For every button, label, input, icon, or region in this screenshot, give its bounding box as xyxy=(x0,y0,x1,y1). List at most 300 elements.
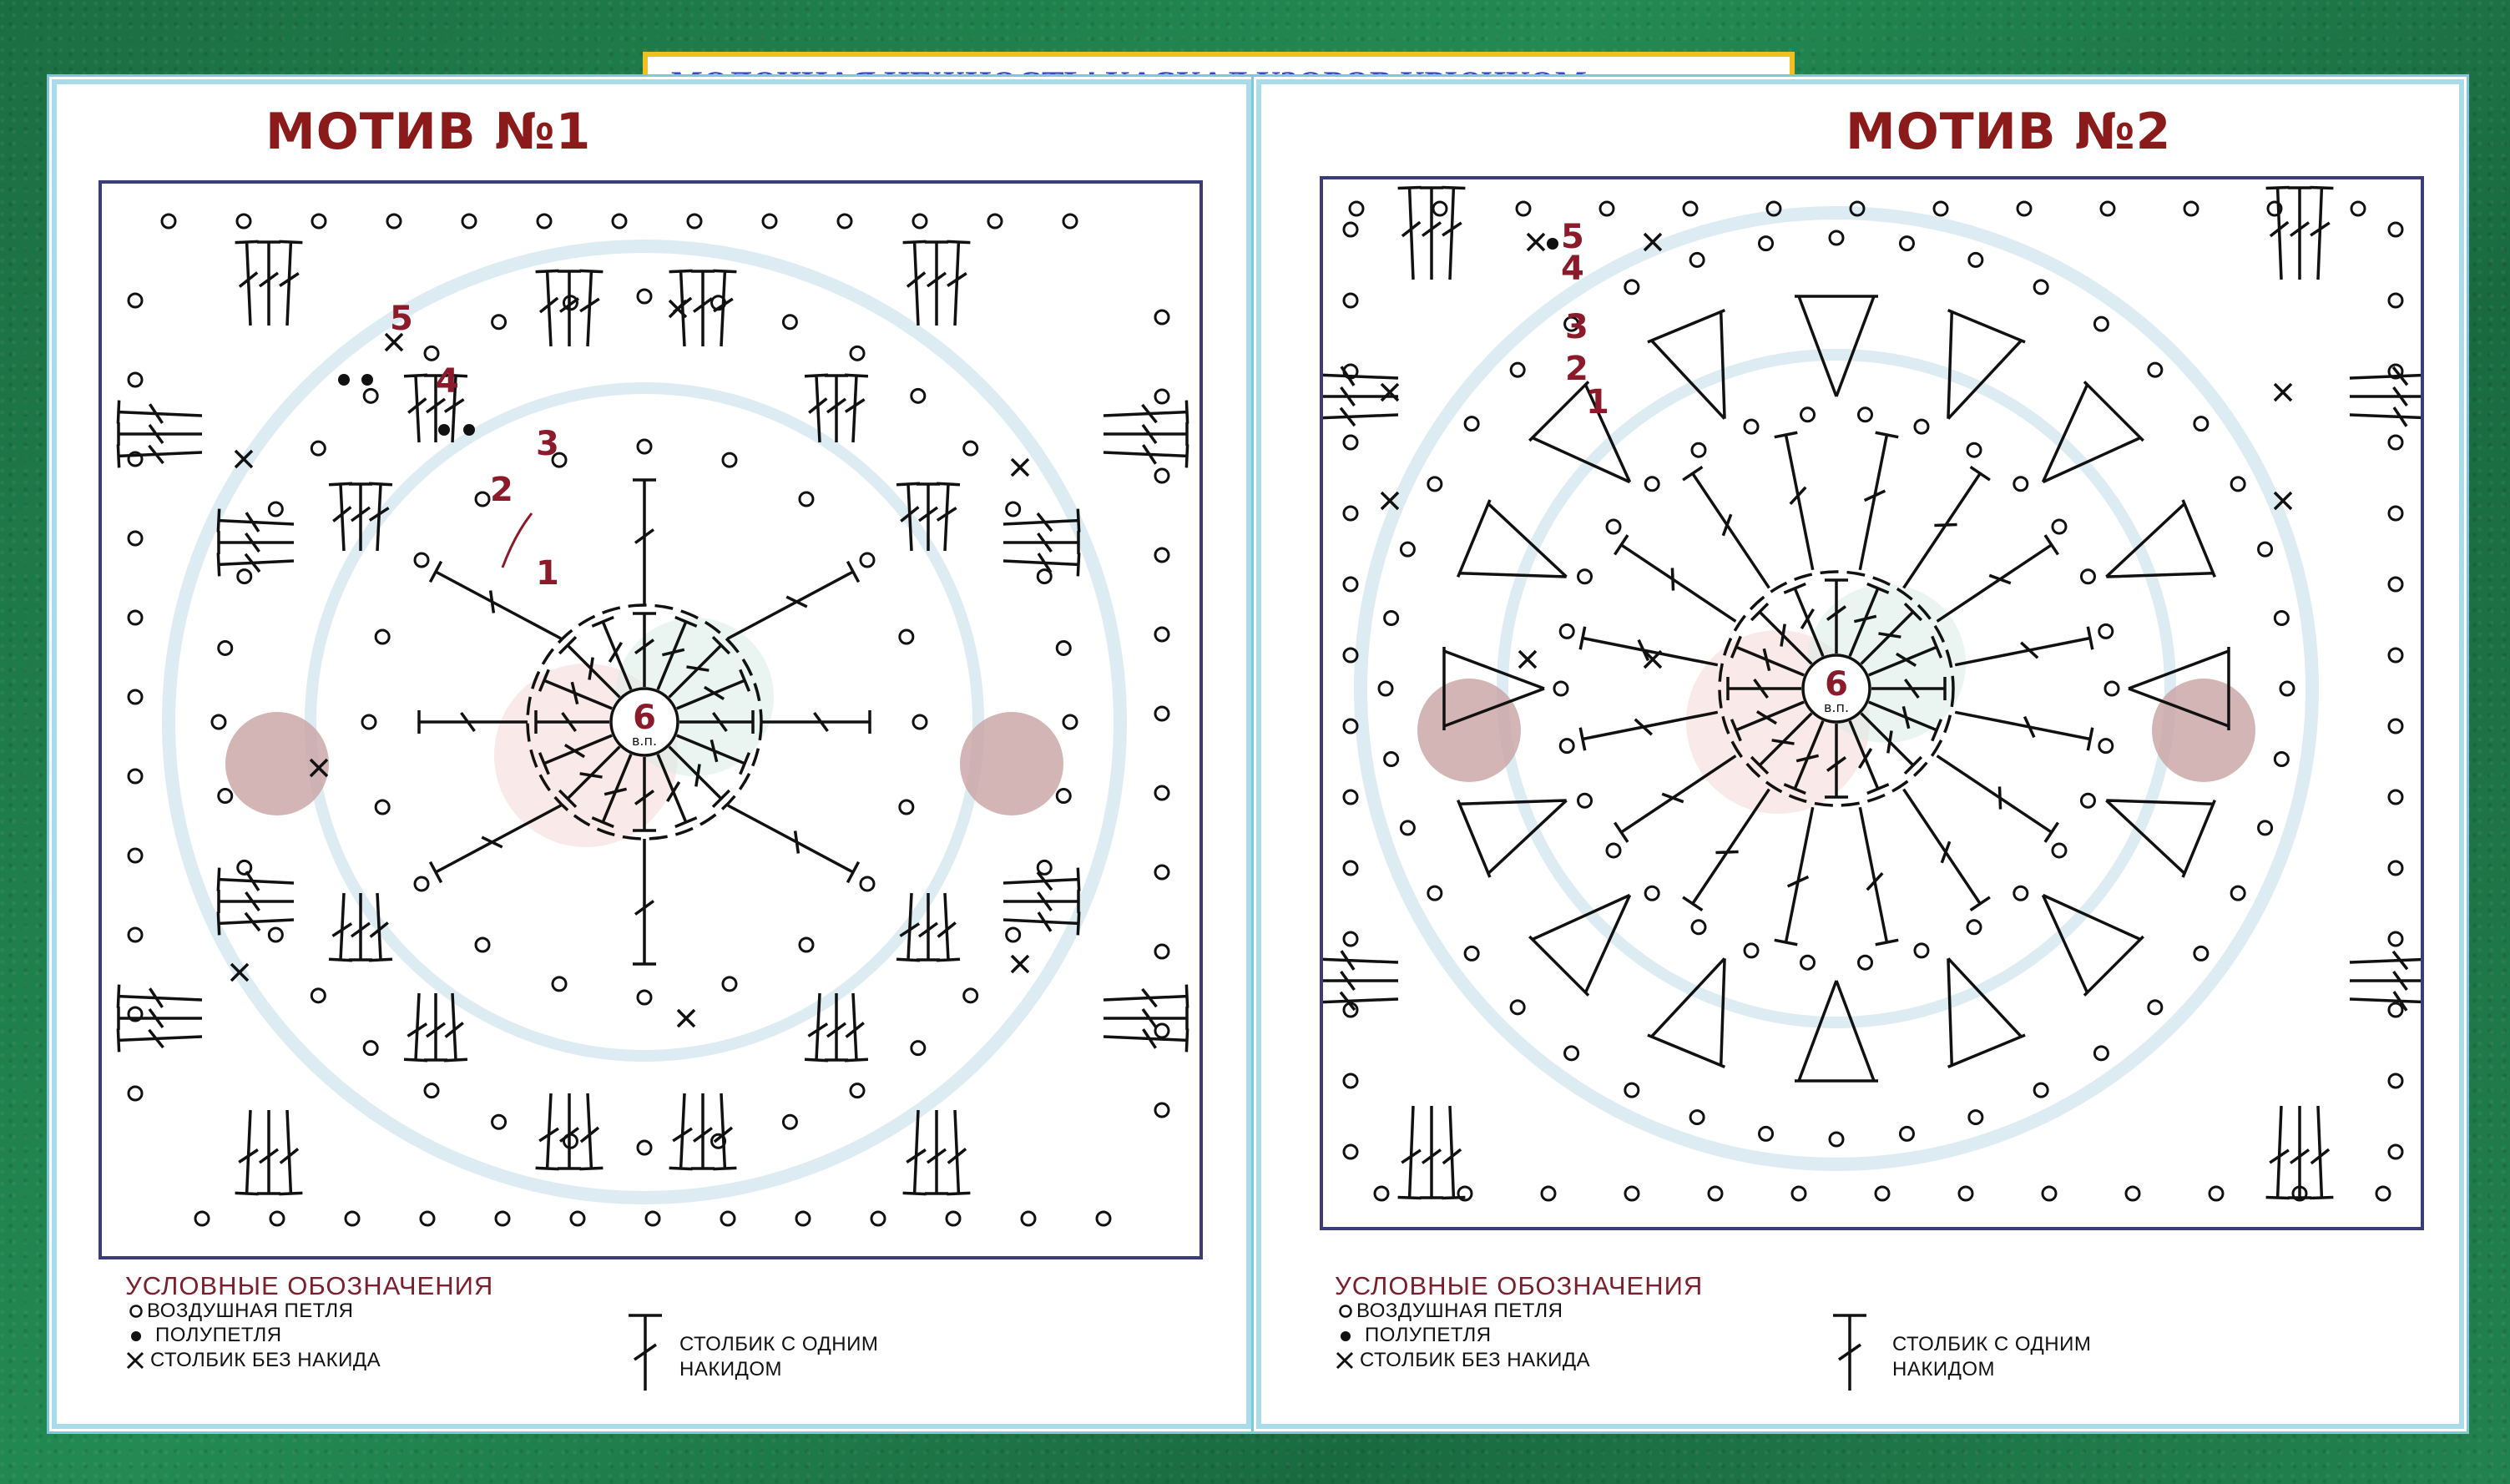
center-chain-unit: в.п. xyxy=(631,733,658,749)
chain-stitch xyxy=(1511,363,1524,376)
chain-stitch xyxy=(1379,682,1392,695)
chain-stitch xyxy=(1063,215,1077,228)
double-crochet xyxy=(219,890,294,913)
double-crochet xyxy=(669,1093,693,1169)
chain-stitch xyxy=(129,373,142,386)
legend-title: УСЛОВНЫЕ ОБОЗНАЧЕНИЯ xyxy=(1335,1271,1704,1300)
chain-stitch xyxy=(1155,548,1169,562)
double-crochet xyxy=(633,839,656,964)
chain-stitch xyxy=(638,290,651,303)
chain-stitch xyxy=(1645,477,1659,491)
chain-stitch xyxy=(1801,956,1815,969)
double-crochet xyxy=(1398,187,1422,280)
motif-2-chart-frame xyxy=(1320,176,2424,1230)
chain-stitch xyxy=(1428,886,1442,900)
chain-stitch xyxy=(1465,946,1478,960)
double-crochet xyxy=(1103,444,1188,467)
double-crochet xyxy=(937,483,960,551)
chain-stitch xyxy=(2389,790,2402,804)
chain-stitch xyxy=(913,215,927,228)
chain-stitch xyxy=(861,553,874,567)
double-crochet xyxy=(1442,187,1465,280)
double-crochet xyxy=(691,271,715,346)
chain-stitch xyxy=(1057,790,1070,803)
chain-stitch xyxy=(2081,570,2094,583)
chain-stitch xyxy=(1565,1047,1578,1060)
chain-stitch xyxy=(900,630,913,644)
row-number-label: 5 xyxy=(1561,218,1584,256)
chain-stitch xyxy=(269,928,282,941)
chain-stitch xyxy=(269,502,282,516)
single-crochet xyxy=(1381,384,1398,401)
chain-stitch xyxy=(1344,578,1357,591)
double-crochet xyxy=(1442,1106,1465,1199)
double-crochet xyxy=(118,985,202,1008)
chain-stitch xyxy=(1511,1001,1524,1014)
chain-stitch-icon xyxy=(129,1304,144,1319)
chain-stitch xyxy=(1385,612,1398,625)
chain-stitch xyxy=(492,315,506,329)
chain-stitch xyxy=(2014,477,2028,491)
double-crochet xyxy=(1775,807,1813,945)
chain-stitch xyxy=(900,800,913,814)
double-crochet xyxy=(2350,969,2421,992)
double-crochet xyxy=(329,483,352,551)
chain-stitch xyxy=(1625,1083,1639,1097)
chain-stitch xyxy=(1344,1145,1357,1158)
double-crochet xyxy=(896,483,920,551)
chain-stitch xyxy=(1684,202,1697,215)
chain-stitch xyxy=(2126,1187,2139,1200)
chain-stitch xyxy=(913,715,927,729)
chain-stitch xyxy=(376,630,389,644)
chain-stitch xyxy=(2210,1187,2223,1200)
chain-stitch xyxy=(2376,1187,2390,1200)
double-crochet xyxy=(2266,187,2290,280)
double-crochet xyxy=(1580,627,1718,665)
chain-stitch xyxy=(800,938,813,951)
double-crochet xyxy=(1420,1106,1443,1198)
legend-sc-label: СТОЛБИК БЕЗ НАКИДА xyxy=(1360,1349,1591,1371)
chain-stitch xyxy=(2099,739,2113,753)
single-crochet xyxy=(2275,384,2291,401)
chain-stitch xyxy=(2275,752,2288,765)
motif-1-title: МОТИВ №1 xyxy=(265,103,592,161)
chain-stitch xyxy=(2018,202,2031,215)
chain-stitch xyxy=(1344,719,1357,733)
double-crochet xyxy=(2288,1106,2311,1198)
double-crochet xyxy=(1003,890,1078,913)
chain-stitch xyxy=(1063,715,1077,729)
chain-stitch xyxy=(1542,1187,1555,1200)
chain-stitch xyxy=(1155,1024,1169,1037)
chain-stitch xyxy=(2389,294,2402,307)
chain-stitch xyxy=(1969,1111,1982,1124)
chain-stitch xyxy=(1155,310,1169,324)
chain-stitch xyxy=(638,1141,651,1154)
chain-stitch xyxy=(1155,945,1169,958)
chain-stitch xyxy=(571,1212,584,1225)
chain-stitch xyxy=(1690,1111,1704,1124)
chain-stitch xyxy=(1097,1212,1110,1225)
chain-stitch xyxy=(311,442,325,455)
row-number-label: 4 xyxy=(1561,250,1584,288)
chain-stitch xyxy=(613,215,626,228)
double-crochet xyxy=(536,270,559,346)
chain-stitch xyxy=(162,215,175,228)
chain-stitch xyxy=(851,1084,864,1098)
chain-stitch xyxy=(492,1115,506,1128)
double-crochet xyxy=(1323,991,1398,1014)
chain-stitch xyxy=(1760,237,1773,250)
double-crochet xyxy=(937,893,960,961)
double-crochet xyxy=(218,553,294,576)
chain-stitch xyxy=(1692,443,1705,457)
chain-stitch xyxy=(2389,1074,2402,1088)
chain-stitch xyxy=(238,570,251,583)
chain-stitch xyxy=(1578,570,1592,583)
row-number-label: 2 xyxy=(1565,350,1588,388)
chain-stitch xyxy=(1375,1187,1388,1200)
double-crochet xyxy=(1323,969,1398,992)
chain-stitch xyxy=(2351,202,2365,215)
slip-stitch-icon xyxy=(1338,1329,1353,1344)
chain-stitch xyxy=(1830,231,1843,245)
double-crochet xyxy=(845,375,868,442)
chain-stitch xyxy=(763,215,776,228)
chain-stitch xyxy=(376,800,389,814)
chain-stitch xyxy=(238,861,251,874)
chain-stitch xyxy=(2275,612,2288,625)
chain-stitch xyxy=(1607,844,1620,857)
chain-stitch xyxy=(476,938,489,951)
double-crochet xyxy=(369,893,392,961)
chain-stitch xyxy=(2105,682,2119,695)
double-crochet xyxy=(279,241,302,326)
chain-stitch xyxy=(1709,1187,1722,1200)
single-crochet-icon xyxy=(1335,1350,1355,1370)
chain-stitch xyxy=(1858,408,1871,421)
double-crochet xyxy=(218,868,294,891)
chain-stitch xyxy=(364,389,377,402)
chain-stitch xyxy=(1155,786,1169,800)
chain-stitch xyxy=(129,770,142,783)
chain-stitch xyxy=(2149,363,2162,376)
chain-stitch xyxy=(861,877,874,891)
chain-stitch xyxy=(425,346,438,360)
double-crochet xyxy=(728,805,859,882)
chain-stitch xyxy=(2389,436,2402,449)
chain-stitch xyxy=(2231,886,2245,900)
slip-stitch-icon xyxy=(129,1329,144,1344)
chain-stitch xyxy=(129,532,142,545)
double-crochet xyxy=(1103,401,1188,424)
chain-stitch xyxy=(1625,280,1639,294)
chain-stitch xyxy=(1517,202,1530,215)
chain-stitch xyxy=(2259,821,2272,835)
chain-stitch xyxy=(2389,861,2402,875)
chain-stitch xyxy=(1554,682,1568,695)
row-number-label: 2 xyxy=(490,471,513,509)
chain-stitch xyxy=(2094,1047,2108,1060)
chain-stitch xyxy=(129,1087,142,1100)
double-crochet xyxy=(1003,531,1078,554)
chain-stitch xyxy=(2389,578,2402,591)
chain-stitch xyxy=(1344,861,1357,875)
double-crochet xyxy=(925,242,948,326)
chain-stitch xyxy=(2389,649,2402,662)
row-number-label: 1 xyxy=(536,554,559,593)
chain-stitch xyxy=(988,215,1002,228)
chain-stitch xyxy=(1022,1212,1035,1225)
double-crochet xyxy=(2310,187,2333,280)
chain-stitch xyxy=(312,215,326,228)
chain-stitch xyxy=(364,1042,377,1055)
chain-stitch xyxy=(237,215,250,228)
chain-stitch xyxy=(1344,294,1357,307)
chain-stitch xyxy=(638,991,651,1004)
double-crochet xyxy=(404,375,427,442)
chain-stitch xyxy=(2053,844,2066,857)
chain-stitch xyxy=(2389,507,2402,520)
yarn-ball-right xyxy=(2152,679,2255,782)
chain-stitch xyxy=(1607,520,1620,533)
chain-stitch xyxy=(421,1212,434,1225)
chain-stitch xyxy=(2099,624,2113,638)
double-crochet xyxy=(1937,535,2058,621)
chain-stitch xyxy=(496,1212,509,1225)
double-crochet xyxy=(825,376,848,442)
double-crochet xyxy=(903,241,927,326)
chain-stitch xyxy=(800,492,813,506)
double-crochet xyxy=(1398,1106,1422,1199)
motif-1-chart-frame xyxy=(98,180,1203,1259)
double-crochet xyxy=(2350,385,2421,408)
double-crochet xyxy=(118,1028,202,1052)
chain-stitch xyxy=(2043,1187,2056,1200)
chain-stitch xyxy=(646,1212,659,1225)
chain-stitch xyxy=(1830,1133,1843,1146)
chain-stitch xyxy=(1792,1187,1805,1200)
chain-stitch xyxy=(1344,507,1357,520)
motif-1-sheet xyxy=(52,79,1251,1429)
chain-stitch xyxy=(638,440,651,453)
chain-stitch xyxy=(723,453,736,467)
chain-stitch xyxy=(2034,280,2048,294)
chain-stitch xyxy=(1344,223,1357,236)
chain-stitch xyxy=(2081,794,2094,807)
chain-stitch xyxy=(415,553,428,567)
double-crochet xyxy=(1614,535,1735,621)
slip-stitch xyxy=(1547,238,1558,250)
chain-stitch xyxy=(362,715,376,729)
chain-stitch xyxy=(783,315,796,329)
chain-stitch xyxy=(1344,1074,1357,1088)
double-crochet xyxy=(1323,947,1398,971)
double-crochet xyxy=(633,480,656,605)
chain-stitch xyxy=(1560,624,1573,638)
chain-stitch xyxy=(1645,886,1659,900)
double-crochet xyxy=(329,893,352,961)
chain-stitch xyxy=(2101,202,2114,215)
double-crochet xyxy=(2350,406,2421,430)
double-crochet xyxy=(2266,1106,2290,1199)
chain-stitch xyxy=(1560,739,1573,753)
chain-stitch xyxy=(1578,794,1592,807)
chain-stitch xyxy=(1385,752,1398,765)
chain-stitch xyxy=(1959,1187,1972,1200)
single-crochet xyxy=(678,1010,694,1027)
double-crochet xyxy=(1955,627,2093,665)
chain-stitch xyxy=(2231,477,2245,491)
chain-stitch xyxy=(1155,866,1169,879)
chain-stitch xyxy=(462,215,476,228)
chain-stitch xyxy=(1969,253,1982,266)
chain-stitch xyxy=(2389,1003,2402,1017)
double-crochet xyxy=(669,270,693,346)
double-crochet xyxy=(925,1110,948,1194)
chain-stitch xyxy=(721,1212,735,1225)
chain-stitch xyxy=(2280,682,2294,695)
chain-stitch xyxy=(2094,317,2108,331)
chain-stitch xyxy=(783,1115,796,1128)
single-crochet xyxy=(1012,459,1028,476)
chain-stitch-icon xyxy=(1338,1304,1353,1319)
chain-stitch xyxy=(346,1212,359,1225)
chain-stitch xyxy=(2014,886,2028,900)
legend-slip-label: ПОЛУПЕТЛЯ xyxy=(1365,1324,1492,1346)
chain-stitch xyxy=(723,977,736,991)
chain-stitch xyxy=(912,1042,925,1055)
chain-stitch xyxy=(2194,417,2208,431)
double-crochet xyxy=(1937,756,2058,842)
double-crochet xyxy=(579,270,603,346)
chain-stitch xyxy=(129,690,142,704)
center-chain-count: 6 xyxy=(633,699,656,737)
double-crochet xyxy=(1103,1028,1188,1052)
chain-stitch xyxy=(947,1212,960,1225)
double-crochet xyxy=(2350,947,2421,971)
double-crochet xyxy=(1003,553,1079,576)
chain-stitch xyxy=(2389,1145,2402,1158)
chain-stitch xyxy=(2184,202,2198,215)
double-crochet xyxy=(1775,432,1813,570)
double-crochet xyxy=(257,242,280,326)
legend-dc-label-1: СТОЛБИК С ОДНИМ xyxy=(679,1333,879,1355)
chain-stitch xyxy=(2389,932,2402,946)
chain-stitch xyxy=(1465,417,1478,431)
chain-stitch xyxy=(1155,390,1169,403)
double-crochet xyxy=(1323,363,1398,386)
chain-stitch xyxy=(851,346,864,360)
chain-stitch xyxy=(1967,921,1981,934)
triangle-dc-fan xyxy=(1795,981,1878,1081)
chain-stitch xyxy=(2194,946,2208,960)
chain-stitch xyxy=(538,215,551,228)
chain-stitch xyxy=(1038,861,1051,874)
double-crochet xyxy=(1103,985,1188,1008)
chain-stitch xyxy=(1344,932,1357,946)
double-crochet-icon xyxy=(1829,1311,1871,1395)
chain-stitch xyxy=(415,877,428,891)
double-crochet xyxy=(2288,188,2311,280)
double-crochet xyxy=(2310,1106,2333,1199)
double-crochet xyxy=(947,241,970,326)
slip-stitch xyxy=(338,374,350,386)
legend-chain-label: ВОЗДУШНАЯ ПЕТЛЯ xyxy=(147,1300,354,1322)
chain-stitch xyxy=(425,1084,438,1098)
double-crochet xyxy=(1323,406,1398,430)
legend-dc-label-2: НАКИДОМ xyxy=(679,1358,782,1381)
chain-stitch xyxy=(1344,436,1357,449)
double-crochet xyxy=(257,1110,280,1194)
chain-stitch xyxy=(2389,223,2402,236)
row-2-arrow xyxy=(503,513,532,568)
chain-stitch xyxy=(1876,1187,1889,1200)
legend-title: УСЛОВНЫЕ ОБОЗНАЧЕНИЯ xyxy=(125,1271,494,1300)
double-crochet xyxy=(1860,807,1898,945)
row-number-label: 3 xyxy=(536,425,559,463)
chain-stitch xyxy=(1801,408,1815,421)
chain-stitch xyxy=(1760,1127,1773,1140)
double-crochet xyxy=(1614,756,1735,842)
double-crochet xyxy=(219,531,294,554)
double-crochet-icon xyxy=(624,1311,666,1395)
legend-slip-label: ПОЛУПЕТЛЯ xyxy=(155,1324,282,1346)
row-number-label: 3 xyxy=(1565,308,1588,346)
double-crochet xyxy=(279,1110,302,1194)
chain-stitch xyxy=(129,928,142,941)
legend-chain-label: ВОЗДУШНАЯ ПЕТЛЯ xyxy=(1356,1300,1563,1322)
chain-stitch xyxy=(1401,821,1414,835)
double-crochet xyxy=(728,562,859,639)
double-crochet xyxy=(713,1093,736,1169)
legend-sc-label: СТОЛБИК БЕЗ НАКИДА xyxy=(150,1349,381,1371)
chain-stitch xyxy=(129,294,142,307)
chain-stitch xyxy=(1900,1127,1913,1140)
slip-stitch xyxy=(438,424,450,436)
single-crochet xyxy=(1519,651,1536,668)
double-crochet xyxy=(2350,363,2421,386)
chain-stitch xyxy=(129,849,142,862)
double-crochet xyxy=(1860,432,1898,570)
chain-stitch xyxy=(1915,420,1928,433)
row-number-label: 5 xyxy=(390,300,413,338)
chain-stitch xyxy=(1155,707,1169,720)
chain-stitch xyxy=(1344,790,1357,804)
center-chain-count: 6 xyxy=(1825,665,1848,704)
chain-stitch xyxy=(311,989,325,1002)
chain-stitch xyxy=(1915,944,1928,957)
motif-1-chart xyxy=(102,184,1199,1256)
double-crochet xyxy=(558,1093,581,1169)
legend-dc-label-2: НАКИДОМ xyxy=(1892,1358,1995,1381)
chain-stitch xyxy=(1155,628,1169,641)
chain-stitch xyxy=(1745,944,1758,957)
row-number-label: 1 xyxy=(1586,383,1609,421)
double-crochet xyxy=(235,1110,259,1194)
motif-2-chart xyxy=(1323,179,2421,1227)
double-crochet xyxy=(1683,790,1769,911)
chain-stitch xyxy=(1350,202,1363,215)
double-crochet xyxy=(579,1093,603,1169)
chain-stitch xyxy=(1967,443,1981,457)
chain-stitch xyxy=(1600,202,1614,215)
slip-stitch xyxy=(463,424,475,436)
chain-stitch xyxy=(387,215,401,228)
chain-stitch xyxy=(796,1212,810,1225)
chain-stitch xyxy=(964,442,977,455)
